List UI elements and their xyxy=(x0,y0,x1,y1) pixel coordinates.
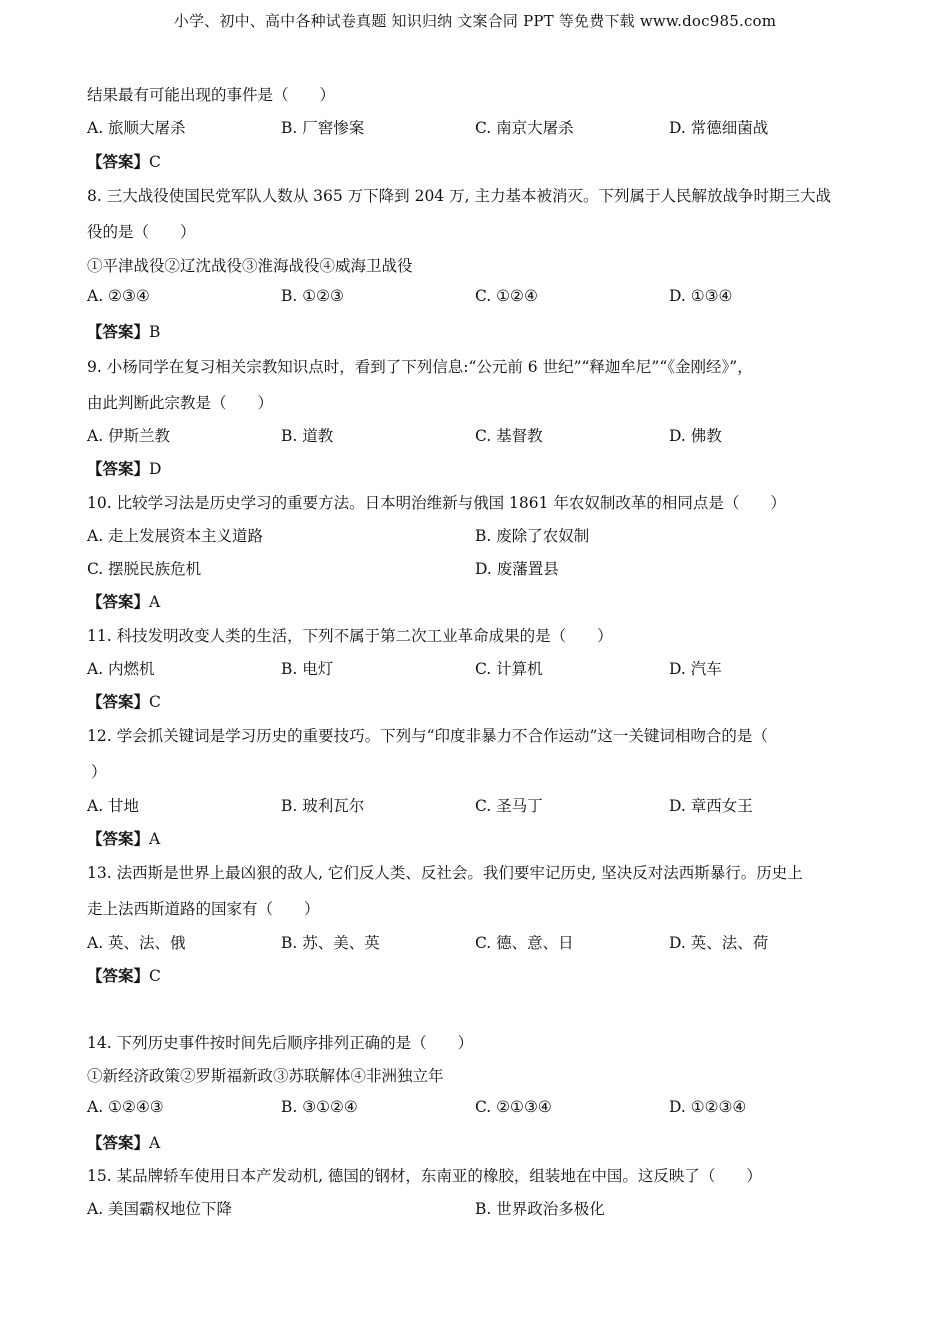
answer-label: 【答案】 xyxy=(87,459,150,478)
answer-label: 【答案】 xyxy=(87,966,150,985)
q9-option-c: C. 基督教 xyxy=(475,427,543,445)
q9-option-a: A. 伊斯兰教 xyxy=(87,427,171,445)
q12-stem-line1: 12. 学会抓关键词是学习历史的重要技巧。下列与“印度非暴力不合作运动”这一关键词相吻合的是（ xyxy=(87,727,768,745)
q14-option-c: C. ②①③④ xyxy=(475,1098,552,1116)
q9-option-d: D. 佛教 xyxy=(669,427,722,445)
q13-option-d: D. 英、法、荷 xyxy=(669,934,769,952)
q7-stem: 结果最有可能出现的事件是（ ） xyxy=(87,86,336,104)
q8-option-a: A. ②③④ xyxy=(87,287,150,305)
q10-option-d: D. 废藩置县 xyxy=(475,560,559,578)
q11-answer xyxy=(87,690,161,712)
q15-option-a: A. 美国霸权地位下降 xyxy=(87,1200,233,1218)
q7-option-d: D. 常德细菌战 xyxy=(669,119,769,137)
q11-option-c: C. 计算机 xyxy=(475,660,543,678)
q8-option-d: D. ①③④ xyxy=(669,287,733,305)
q12-stem-line2: ） xyxy=(91,763,107,781)
q8-option-c: C. ①②④ xyxy=(475,287,538,305)
q8-stem-line1: 8. 三大战役使国民党军队人数从 365 万下降到 204 万, 主力基本被消灭。下列属于人民解放战争时期三大战 xyxy=(87,187,831,205)
q7-option-a: A. 旅顺大屠杀 xyxy=(87,119,186,137)
q11-option-a: A. 内燃机 xyxy=(87,660,155,678)
q13-stem-line2: 走上法西斯道路的国家有（ ） xyxy=(87,900,320,918)
q15-stem: 15. 某品牌轿车使用日本产发动机, 德国的钢材，东南亚的橡胶，组装地在中国。这反映了（ ） xyxy=(87,1167,762,1185)
q13-stem-line1: 13. 法西斯是世界上最凶狠的敌人, 它们反人类、反社会。我们要牢记历史, 坚决反对法西斯暴行。历史上 xyxy=(87,864,803,882)
q11-stem: 11. 科技发明改变人类的生活，下列不属于第二次工业革命成果的是（ ） xyxy=(87,627,613,645)
q7-option-b: B. 厂窖惨案 xyxy=(281,119,365,137)
q10-stem: 10. 比较学习法是历史学习的重要方法。日本明治维新与俄国 1861 年农奴制改革的相同点是（ ） xyxy=(87,494,786,512)
q12-option-b: B. 玻利瓦尔 xyxy=(281,797,365,815)
q8-stem-line2: 役的是（ ） xyxy=(87,223,196,241)
q14-option-a: A. ①②④③ xyxy=(87,1098,164,1116)
q8-option-b: B. ①②③ xyxy=(281,287,344,305)
q9-option-b: B. 道教 xyxy=(281,427,334,445)
q12-option-a: A. 甘地 xyxy=(87,797,140,815)
q14-answer xyxy=(87,1131,160,1153)
q10-option-b: B. 废除了农奴制 xyxy=(475,527,590,545)
q8-items: ①平津战役②辽沈战役③淮海战役④威海卫战役 xyxy=(87,257,413,275)
q13-answer xyxy=(87,964,161,986)
answer-value: C xyxy=(149,967,161,985)
q14-option-d: D. ①②③④ xyxy=(669,1098,747,1116)
q9-stem-line1: 9. 小杨同学在复习相关宗教知识点时，看到了下列信息:“公元前 6 世纪”“释迦牟尼”“《金刚经》”， xyxy=(87,358,753,376)
q8-answer xyxy=(87,320,160,342)
answer-value: B xyxy=(149,323,161,341)
q10-option-c: C. 摆脱民族危机 xyxy=(87,560,202,578)
q9-stem-line2: 由此判断此宗教是（ ） xyxy=(87,394,274,412)
q11-option-b: B. 电灯 xyxy=(281,660,334,678)
q12-option-d: D. 章西女王 xyxy=(669,797,753,815)
q12-answer xyxy=(87,827,160,849)
answer-label: 【答案】 xyxy=(87,692,150,711)
answer-value: A xyxy=(149,593,161,611)
q13-option-c: C. 德、意、日 xyxy=(475,934,574,952)
answer-value: C xyxy=(149,693,161,711)
q11-option-d: D. 汽车 xyxy=(669,660,722,678)
q12-option-c: C. 圣马丁 xyxy=(475,797,543,815)
answer-label: 【答案】 xyxy=(87,322,150,341)
q7-option-c: C. 南京大屠杀 xyxy=(475,119,574,137)
q14-option-b: B. ③①②④ xyxy=(281,1098,358,1116)
q10-option-a: A. 走上发展资本主义道路 xyxy=(87,527,264,545)
q13-option-a: A. 英、法、俄 xyxy=(87,934,186,952)
answer-value: C xyxy=(149,153,161,171)
q14-stem: 14. 下列历史事件按时间先后顺序排列正确的是（ ） xyxy=(87,1034,474,1052)
answer-label: 【答案】 xyxy=(87,829,150,848)
q14-items: ①新经济政策②罗斯福新政③苏联解体④非洲独立年 xyxy=(87,1067,444,1085)
answer-label: 【答案】 xyxy=(87,592,150,611)
answer-value: D xyxy=(149,460,162,478)
answer-value: A xyxy=(149,1134,161,1152)
q7-answer xyxy=(87,150,161,172)
site-header: 小学、初中、高中各种试卷真题 知识归纳 文案合同 PPT 等免费下载 www.doc985.com xyxy=(173,12,777,30)
answer-label: 【答案】 xyxy=(87,152,150,171)
q15-option-b: B. 世界政治多极化 xyxy=(475,1200,605,1218)
answer-label: 【答案】 xyxy=(87,1133,150,1152)
answer-value: A xyxy=(149,830,161,848)
q13-option-b: B. 苏、美、英 xyxy=(281,934,380,952)
q9-answer xyxy=(87,457,161,479)
q10-answer xyxy=(87,590,160,612)
